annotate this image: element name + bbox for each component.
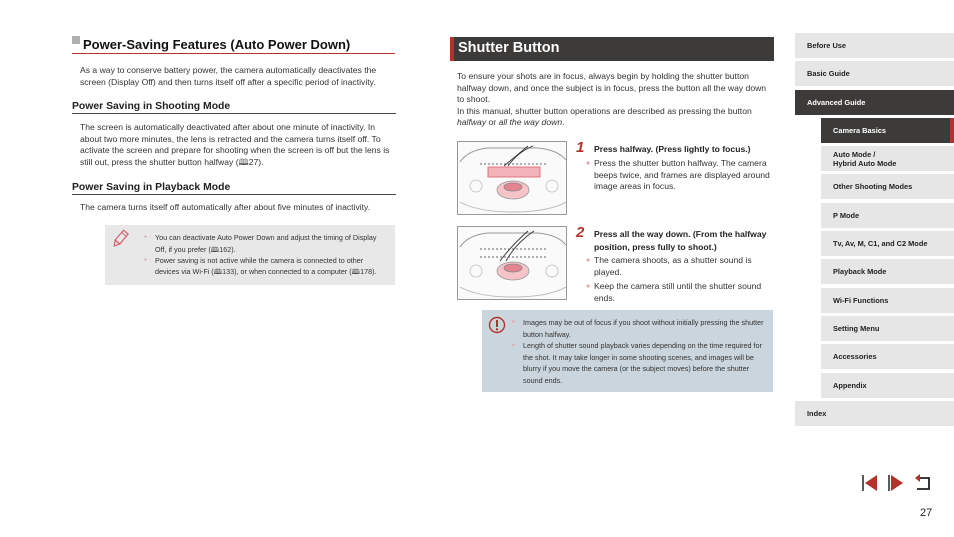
intro-text-2c: or: [486, 117, 499, 128]
step-2: [450, 223, 774, 316]
nav-index[interactable]: Index: [795, 401, 954, 426]
note-item: ● Power saving is not active while the camera is connected to other devices via Wi-Fi (🕮133), or when connected to a computer (🕮178).: [145, 255, 387, 278]
center-column: [450, 37, 774, 316]
heading-square-icon: [72, 36, 80, 44]
camera-full-press-illustration: [457, 226, 567, 300]
next-page-icon[interactable]: [886, 472, 908, 494]
warning-item: ● Length of shutter sound playback varies depending on the time required for the shot. It may take longer in some shooting scenes, and images will be blurry if you move the camera (or the subject moves) before the shutter sound ends.: [512, 340, 767, 386]
nav-playback-mode[interactable]: Playback Mode: [821, 259, 954, 284]
page-number: 27: [920, 507, 933, 519]
step-number: 2: [576, 223, 585, 241]
warning-item: ● Images may be out of focus if you shoot without initially pressing the shutter button halfway.: [512, 317, 767, 340]
intro-text-1: To ensure your shots are in focus, always begin by holding the shutter button halfway down, and once the subject is in focus, press the button all the way down to shoot.: [457, 71, 767, 105]
step-bullet: ● The camera shoots, as a shutter sound is played.: [586, 255, 772, 278]
intro-text-halfway: halfway: [457, 117, 487, 128]
nav-advanced-guide[interactable]: Advanced Guide: [795, 90, 954, 115]
left-column: [72, 36, 396, 285]
nav-accessories[interactable]: Accessories: [821, 344, 954, 369]
nav-tv-av-m-mode[interactable]: Tv, Av, M, C1, and C2 Mode: [821, 231, 954, 256]
step-number: 1: [576, 138, 585, 156]
shooting-mode-paragraph: The screen is automatically deactivated after about one minute of inactivity. In about two more minutes, the lens is retracted and the camera turns itself off. To activate the screen and prepare for shooting when the screen is off but the lens is still out, press the shutter button halfway (🕮27).: [80, 122, 390, 167]
shooting-mode-heading: Power Saving in Shooting Mode: [72, 101, 396, 114]
note-item: ● You can deactivate Auto Power Down and adjust the timing of Display Off, if you prefer (🕮162).: [145, 232, 387, 255]
playback-mode-paragraph: The camera turns itself off automatically after about five minutes of inactivity.: [80, 201, 371, 212]
section-heading: [72, 36, 395, 54]
warning-box: [482, 310, 773, 392]
warning-icon: [488, 316, 506, 339]
step-bullet: ● Press the shutter button halfway. The camera beeps twice, and frames are displayed around image areas in focus.: [586, 158, 772, 193]
intro-paragraph: As a way to conserve battery power, the camera automatically deactivates the screen (Display Off) and then turns itself off after a specific period of inactivity.: [80, 65, 377, 87]
nav-camera-basics[interactable]: Camera Basics: [821, 118, 954, 143]
step-heading: Press halfway. (Press lightly to focus.): [594, 143, 751, 154]
intro-text-all-the-way: all the way down: [498, 117, 563, 128]
chapter-nav: [795, 33, 954, 429]
note-box: [105, 225, 395, 285]
nav-wifi-functions[interactable]: Wi-Fi Functions: [821, 288, 954, 313]
nav-setting-menu[interactable]: Setting Menu: [821, 316, 954, 341]
step-heading: Press all the way down. (From the halfway position, press fully to shoot.): [594, 228, 767, 252]
step-bullets: [586, 158, 772, 196]
page-title: Shutter Button: [450, 37, 774, 61]
intro-text-2e: .: [562, 117, 565, 128]
camera-halfway-illustration: [457, 141, 567, 215]
nav-before-use[interactable]: Before Use: [795, 33, 954, 58]
section-title: Power-Saving Features (Auto Power Down): [83, 37, 351, 52]
pencil-icon: [111, 229, 129, 254]
previous-page-icon[interactable]: [860, 472, 882, 494]
nav-other-shooting-modes[interactable]: Other Shooting Modes: [821, 174, 954, 199]
page-navigation: [860, 472, 934, 494]
step-1: [450, 138, 774, 219]
nav-auto-mode[interactable]: Auto Mode / Hybrid Auto Mode: [821, 146, 954, 171]
return-icon[interactable]: [912, 472, 934, 494]
step-bullet: ● Keep the camera still until the shutter sound ends.: [586, 281, 772, 304]
step-bullets: [586, 255, 772, 307]
shutter-intro: [457, 71, 773, 129]
nav-p-mode[interactable]: P Mode: [821, 203, 954, 228]
nav-appendix[interactable]: Appendix: [821, 373, 954, 398]
playback-mode-heading: Power Saving in Playback Mode: [72, 182, 396, 195]
intro-text-2a: In this manual, shutter button operations are described as pressing the button: [457, 105, 752, 116]
nav-basic-guide[interactable]: Basic Guide: [795, 61, 954, 86]
